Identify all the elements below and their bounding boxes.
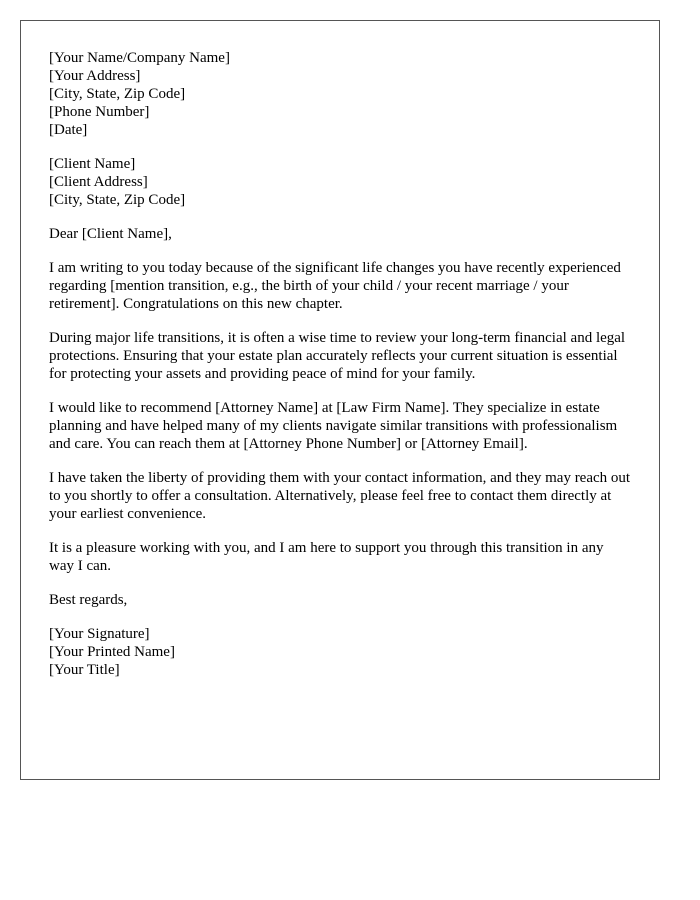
recipient-city: [City, State, Zip Code]: [49, 192, 186, 208]
signature-line: [Your Signature]: [49, 626, 150, 642]
signature-block: [49, 625, 631, 679]
sender-city: [City, State, Zip Code]: [49, 86, 186, 102]
sender-address: [Your Address]: [49, 68, 141, 84]
recipient-address: [Client Address]: [49, 174, 148, 190]
salutation: Dear [Client Name],: [49, 226, 172, 242]
body-paragraph-4: I have taken the liberty of providing them with your contact information, and they may reach out to you shortly to offer a consultation. Alternatively, please feel free to contact them directly at your earliest convenience.: [49, 470, 631, 522]
printed-name: [Your Printed Name]: [49, 644, 175, 660]
recipient-name: [Client Name]: [49, 156, 136, 172]
closing: Best regards,: [49, 592, 128, 608]
body-paragraph-5: It is a pleasure working with you, and I am here to support you through this transition in any way I can.: [49, 540, 604, 574]
body-paragraph-1: I am writing to you today because of the significant life changes you have recently experienced regarding [mention transition, e.g., the birth of your child / your recent marriage / your retirement]. Congratulations on this new chapter.: [49, 260, 621, 312]
body-paragraph-3: I would like to recommend [Attorney Name] at [Law Firm Name]. They specialize in estate planning and have helped many of my clients navigate similar transitions with professionalism and care. You can reach them at [Attorney Phone Number] or [Attorney Email].: [49, 400, 618, 452]
sender-name: [Your Name/Company Name]: [49, 50, 230, 66]
body-paragraph-2: During major life transitions, it is often a wise time to review your long-term financial and legal protections. Ensuring that your estate plan accurately reflects your current situation is essential for protecting your assets and providing peace of mind for your family.: [49, 330, 626, 382]
sender-date: [Date]: [49, 122, 88, 138]
sender-block: [49, 49, 631, 139]
letter-page: [20, 20, 660, 780]
recipient-block: [49, 155, 631, 209]
sender-title: [Your Title]: [49, 662, 120, 678]
sender-phone: [Phone Number]: [49, 104, 150, 120]
